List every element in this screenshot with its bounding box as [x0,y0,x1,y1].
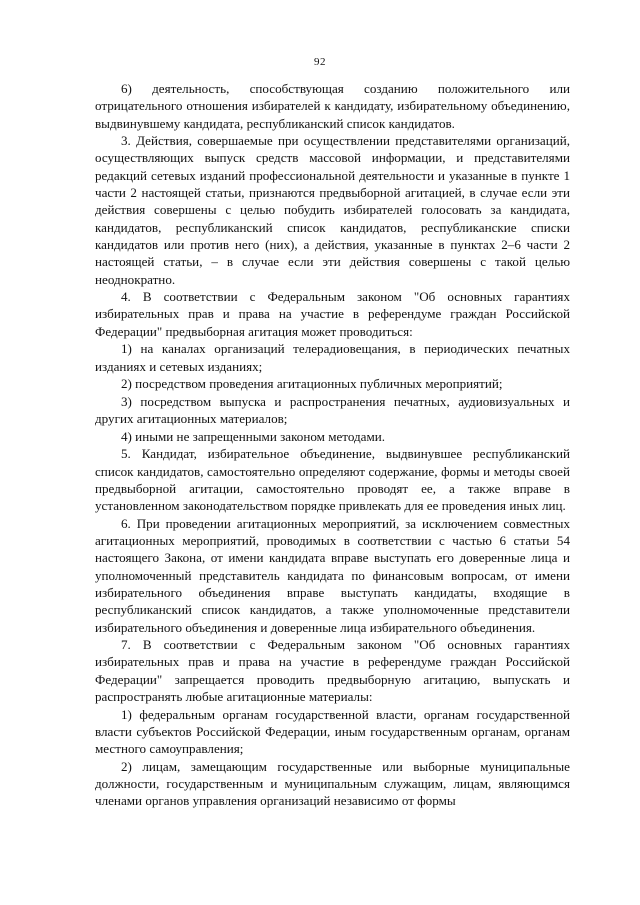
paragraph-part-7-item-2: 2) лицам, замещающим государственные или выборные муниципальные должности, государственным и муниципальным служащим, лицам, являющимся членами органов управления организаций независимо от формы [95,758,570,809]
paragraph-part-4-item-4: 4) иными не запрещенными законом методами. [121,428,386,444]
paragraph-part-4-item-2: 2) посредством проведения агитационных публичных мероприятий; [121,376,503,392]
paragraph-part-7-item-1: 1) федеральным органам государственной власти, органам государственной власти субъектов Российской Федерации, иным государственным органам, органам местного самоуправления; [95,706,570,757]
document-body [95,80,570,810]
paragraph-part-4: 4. В соответствии с Федеральным законом "Об основных гарантиях избирательных прав и права на участие в референдуме граждан Российской Федерации" предвыборная агитация может проводиться: [95,289,570,339]
page-number: 92 [314,56,326,68]
paragraph-part-3: 3. Действия, совершаемые при осуществлении представителями организаций, осуществляющих выпуск средств массовой информации, и представителями редакций сетевых изданий профессиональной деятельности и указанные в пункте 1 части 2 настоящей статьи, признаются предвыборной агитацией, в случае если эти действия совершены с целью побудить избирателей голосовать за кандидата, кандидатов, республиканский список кандидатов, республиканские списки кандидатов или против него (них), а действия, указанные в пунктах 2–6 части 2 настоящей статьи, – в случае если эти действия совершены с такой целью неоднократно. [95,133,570,287]
paragraph-part-5: 5. Кандидат, избирательное объединение, выдвинувшее республиканский список кандидатов, самостоятельно определяют содержание, формы и методы своей предвыборной агитации, самостоятельно проводят ее, а также вправе в установленном законодательством порядке привлекать для ее проведения иных лиц. [95,446,570,514]
paragraph-part-6: 6. При проведении агитационных мероприятий, за исключением совместных агитационных мероприятий, проводимых в соответствии с частью 6 статьи 54 настоящего Закона, от имени кандидата вправе выступать его доверенные лица и уполномоченный представитель кандидата по финансовым вопросам, от имени избирательного объединения вправе выступать кандидаты, входящие в республиканский список кандидатов, а также уполномоченные представители избирательного объединения и доверенные лица избирательного объединения. [95,515,570,635]
paragraph-part-7: 7. В соответствии с Федеральным законом "Об основных гарантиях избирательных прав и права на участие в референдуме граждан Российской Федерации" запрещается проводить предвыборную агитацию, выпускать и распространять любые агитационные материалы: [95,637,570,705]
paragraph-item-6: 6) деятельность, способствующая созданию положительного или отрицательного отношения избирателей к кандидату, избирательному объединению, выдвинувшему кандидата, республиканский список кандидатов. [95,81,570,131]
paragraph-part-4-item-3: 3) посредством выпуска и распространения печатных, аудиовизуальных и других агитационных материалов; [95,393,570,427]
paragraph-part-4-item-1: 1) на каналах организаций телерадиовещания, в периодических печатных изданиях и сетевых изданиях; [95,341,570,374]
